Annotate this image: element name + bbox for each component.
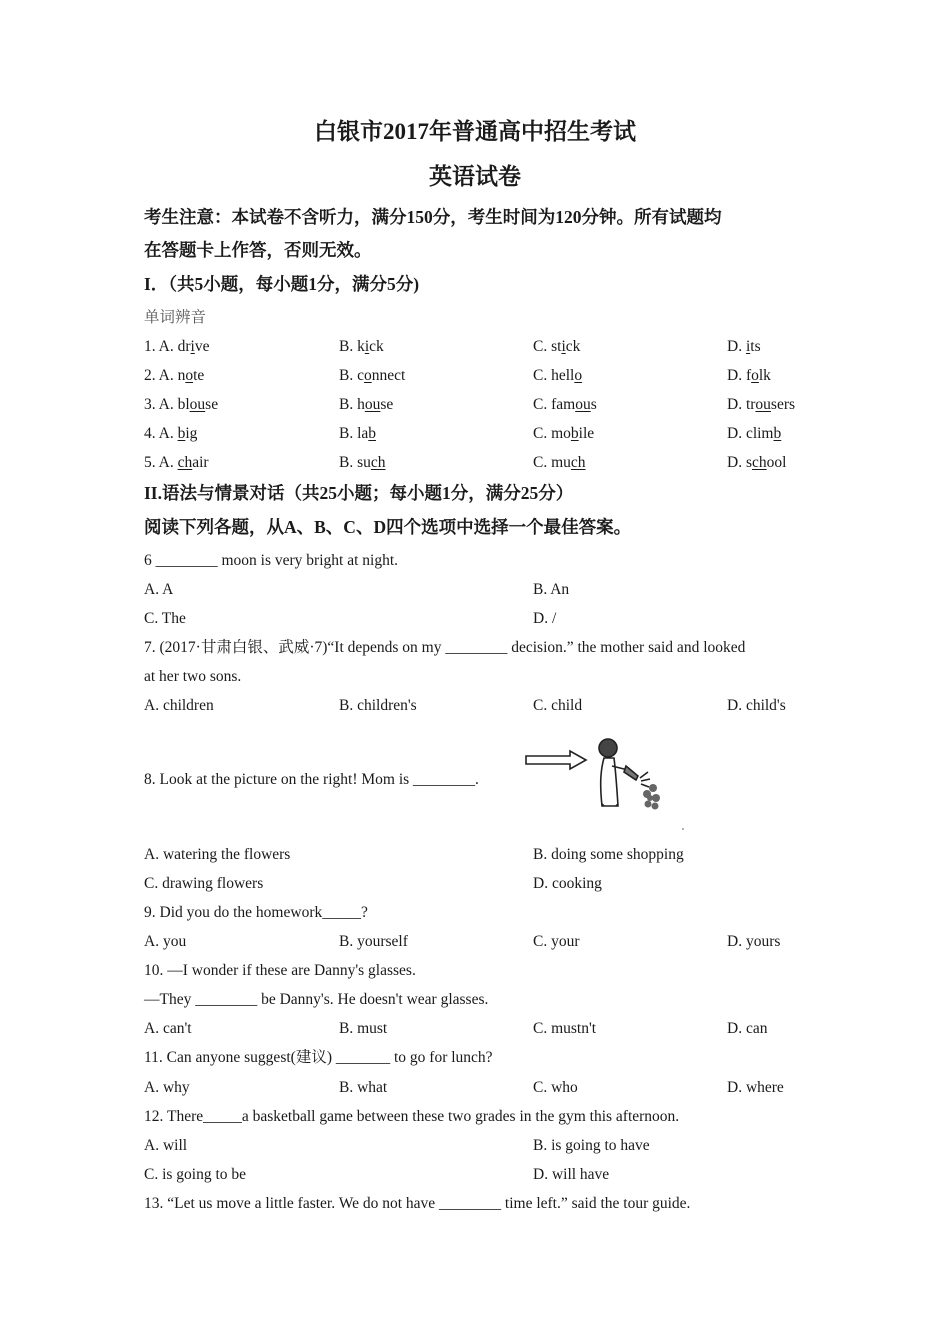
underlined-sound: o xyxy=(363,367,372,384)
q1-option-c: C. stick xyxy=(533,338,581,355)
section1-instruction: 单词辨音 xyxy=(144,309,207,326)
q8-option-a: A. watering the flowers xyxy=(144,846,291,863)
q4-number: 4. A. xyxy=(144,425,178,442)
underlined-sound: o xyxy=(574,367,583,384)
q12-option-d: D. will have xyxy=(533,1166,610,1183)
underlined-sound: i xyxy=(561,338,566,355)
q1-option-a: 1. A. drive xyxy=(144,338,210,355)
underlined-sound: i xyxy=(190,338,195,355)
q11-stem: 11. Can anyone suggest(建议) _______ to go for lunch? xyxy=(144,1049,493,1066)
q12-stem: 12. There_____a basketball game between these two grades in the gym this afternoon. xyxy=(144,1108,680,1125)
underlined-sound: o xyxy=(185,367,194,384)
q2-option-c: C. hello xyxy=(533,367,583,384)
q1-option-d: D. its xyxy=(727,338,761,355)
q9-stem: 9. Did you do the homework_____? xyxy=(144,904,368,921)
q2-option-a: 2. A. note xyxy=(144,367,205,384)
underlined-sound: o xyxy=(751,367,759,384)
q10-stem-line-1: 10. —I wonder if these are Danny's glasses. xyxy=(144,962,416,979)
q9-option-d: D. yours xyxy=(727,933,781,950)
underlined-sound: ch xyxy=(751,454,767,471)
underlined-sound: b xyxy=(773,425,782,442)
q12-option-c: C. is going to be xyxy=(144,1166,247,1183)
underlined-sound: ou xyxy=(575,396,591,413)
q10-option-b: B. must xyxy=(339,1020,388,1037)
q6-option-a: A. A xyxy=(144,581,174,598)
underlined-sound: ch xyxy=(177,454,193,471)
q7-stem-line-2: at her two sons. xyxy=(144,668,242,685)
q3-number: 3. A. xyxy=(144,396,178,413)
q3-option-d: D. trousers xyxy=(727,396,796,413)
q13-stem: 13. “Let us move a little faster. We do not have ________ time left.” said the tour guide. xyxy=(144,1195,691,1212)
q1-number: 1. A. xyxy=(144,338,178,355)
q3-option-b: B. house xyxy=(339,396,394,413)
q4-option-c: C. mobile xyxy=(533,425,595,442)
q11-option-c: C. who xyxy=(533,1079,578,1096)
q5-option-d: D. school xyxy=(727,454,787,471)
underlined-sound: b xyxy=(368,425,377,442)
watering-woman-illustration xyxy=(520,732,690,832)
q2-number: 2. A. xyxy=(144,367,178,384)
q10-stem-line-2: —They ________ be Danny's. He doesn't wear glasses. xyxy=(144,991,489,1008)
section2-heading: II.语法与情景对话（共25小题；每小题1分，满分25分） xyxy=(144,483,574,503)
q11-option-d: D. where xyxy=(727,1079,784,1096)
q7-option-a: A. children xyxy=(144,697,214,714)
q4-option-a: 4. A. big xyxy=(144,425,198,442)
q11-option-b: B. what xyxy=(339,1079,388,1096)
q10-option-d: D. can xyxy=(727,1020,768,1037)
underlined-sound: ou xyxy=(755,396,771,413)
q7-option-c: C. child xyxy=(533,697,583,714)
q6-option-b: B. An xyxy=(533,581,570,598)
q4-option-d: D. climb xyxy=(727,425,782,442)
q8-option-b: B. doing some shopping xyxy=(533,846,684,863)
q5-option-a: 5. A. chair xyxy=(144,454,209,471)
notice-line-2: 在答题卡上作答，否则无效。 xyxy=(144,240,372,260)
section2-instruction: 阅读下列各题，从A、B、C、D四个选项中选择一个最佳答案。 xyxy=(144,517,632,537)
underlined-sound: ou xyxy=(364,396,381,413)
underlined-sound: i xyxy=(745,338,751,355)
q7-option-d: D. child's xyxy=(727,697,786,714)
q5-option-b: B. such xyxy=(339,454,386,471)
q9-option-a: A. you xyxy=(144,933,187,950)
underlined-sound: b xyxy=(177,425,186,442)
underlined-sound: ou xyxy=(189,396,206,413)
q12-option-a: A. will xyxy=(144,1137,188,1154)
q6-option-c: C. The xyxy=(144,610,186,627)
q1-option-b: B. kick xyxy=(339,338,384,355)
underlined-sound: ch xyxy=(570,454,586,471)
q12-option-b: B. is going to have xyxy=(533,1137,650,1154)
q6-stem: 6 ________ moon is very bright at night. xyxy=(144,552,399,569)
q6-option-d: D. / xyxy=(533,610,557,627)
section1-heading: I．（共5小题，每小题1分，满分5分) xyxy=(144,274,420,294)
q5-number: 5. A. xyxy=(144,454,178,471)
underlined-sound: i xyxy=(364,338,370,355)
q11-option-a: A. why xyxy=(144,1079,190,1096)
q5-option-c: C. much xyxy=(533,454,586,471)
underlined-sound: b xyxy=(570,425,579,442)
q7-stem-line-1: 7. (2017·甘肃白银、武威·7)“It depends on my ________ decision.” the mother said and looked xyxy=(144,639,746,656)
notice-line-1: 考生注意：本试卷不含听力，满分150分，考生时间为120分钟。所有试题均 xyxy=(144,207,722,227)
q2-option-d: D. folk xyxy=(727,367,771,384)
q2-option-b: B. connect xyxy=(339,367,406,384)
q3-option-a: 3. A. blouse xyxy=(144,396,219,413)
q9-option-b: B. yourself xyxy=(339,933,408,950)
underlined-sound: ch xyxy=(370,454,386,471)
q3-option-c: C. famous xyxy=(533,396,597,413)
q7-option-b: B. children's xyxy=(339,697,417,714)
q8-option-d: D. cooking xyxy=(533,875,602,892)
exam-subtitle: 英语试卷 xyxy=(429,164,521,189)
q10-option-a: A. can't xyxy=(144,1020,192,1037)
q10-option-c: C. mustn't xyxy=(533,1020,597,1037)
q8-option-c: C. drawing flowers xyxy=(144,875,264,892)
q9-option-c: C. your xyxy=(533,933,580,950)
q4-option-b: B. lab xyxy=(339,425,377,442)
exam-title: 白银市2017年普通高中招生考试 xyxy=(314,119,636,144)
q8-stem: 8. Look at the picture on the right! Mom is ________. xyxy=(144,771,479,788)
